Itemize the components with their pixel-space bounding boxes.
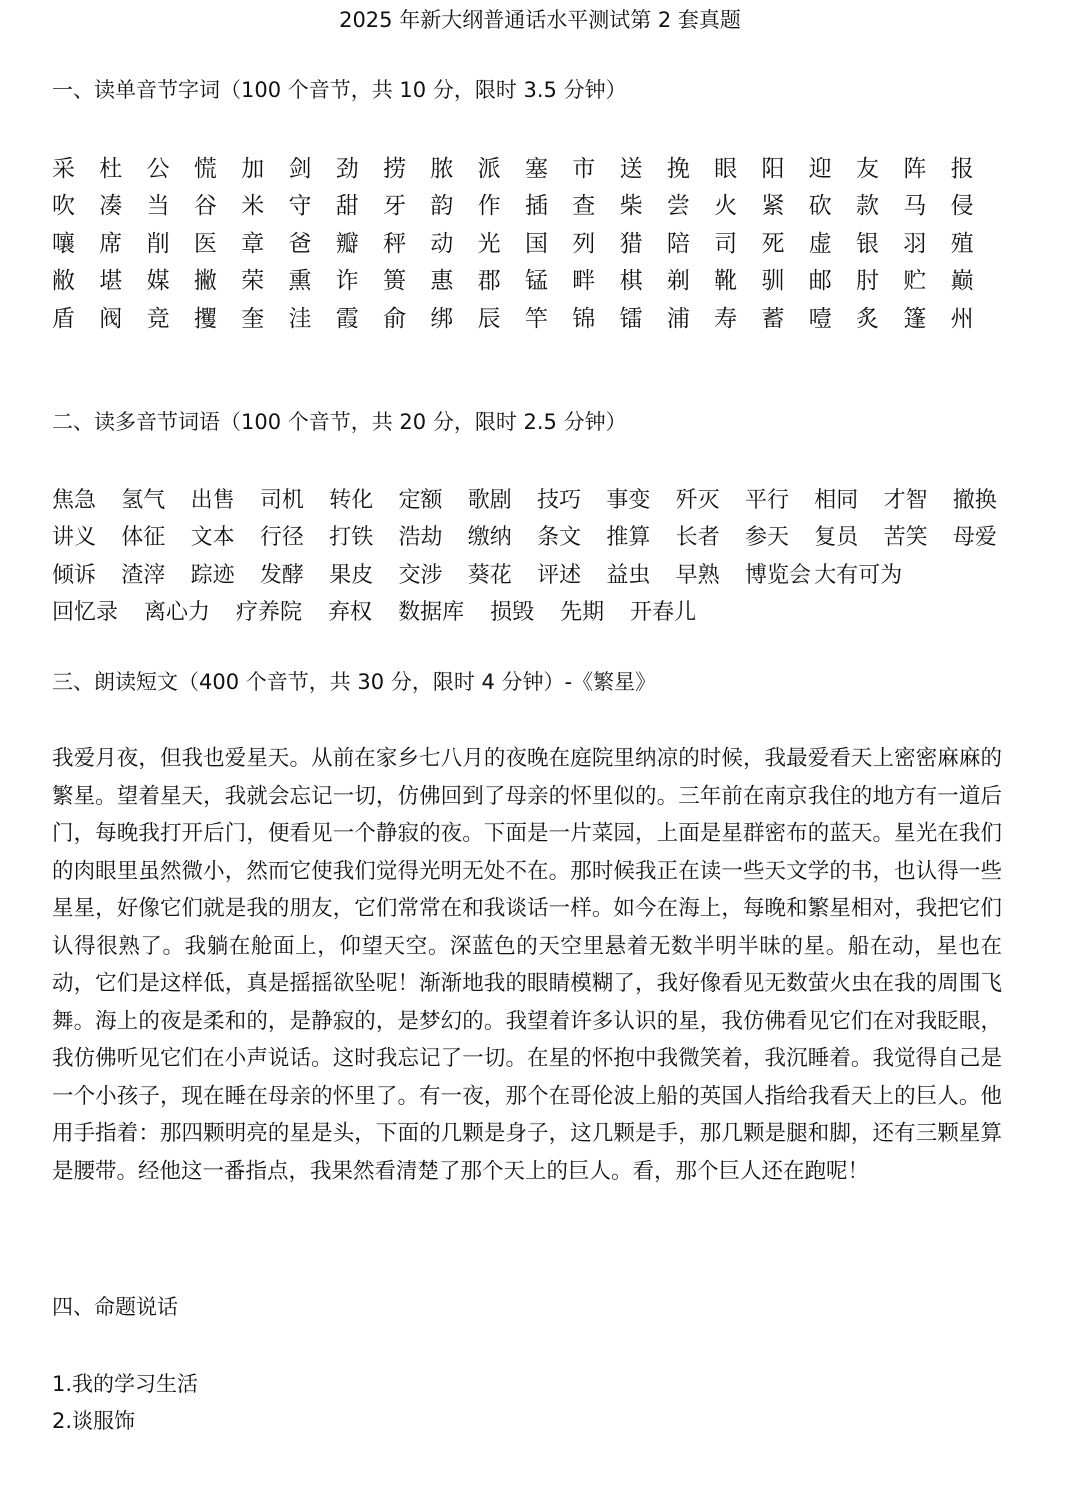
char-row	[52, 188, 998, 226]
char-cell: 剑	[288, 155, 312, 182]
char-cell: 送	[619, 155, 643, 182]
word-row	[52, 520, 1022, 558]
char-cell: 霞	[335, 305, 359, 332]
word-cell: 大有可为	[814, 562, 903, 588]
char-cell: 捞	[383, 155, 407, 182]
char-cell: 韵	[430, 193, 454, 220]
word-cell: 参天	[744, 525, 789, 551]
char-cell: 谷	[193, 193, 217, 220]
char-cell: 锦	[572, 305, 596, 332]
word-cell: 定额	[398, 487, 443, 513]
section-1-heading: 一、读单音节字词（100 个音节，共 10 分，限时 3.5 分钟）	[52, 78, 627, 102]
char-cell: 杜	[99, 155, 123, 182]
char-cell: 驯	[761, 268, 785, 295]
char-cell: 砍	[808, 193, 832, 220]
char-cell: 寿	[714, 305, 738, 332]
char-cell: 削	[146, 230, 170, 257]
word-cell: 损毁	[490, 600, 535, 626]
char-cell: 尝	[666, 193, 690, 220]
char-cell: 马	[903, 193, 927, 220]
char-cell: 敝	[52, 268, 75, 295]
char-cell: 款	[856, 193, 880, 220]
word-cell: 评述	[537, 562, 582, 588]
section-4-heading: 四、命题说话	[52, 1295, 178, 1319]
char-cell: 加	[241, 155, 265, 182]
char-cell: 棋	[619, 268, 643, 295]
word-cell: 事变	[606, 487, 651, 513]
char-cell: 浦	[666, 305, 690, 332]
char-cell: 媒	[146, 268, 170, 295]
char-cell: 噎	[808, 305, 832, 332]
word-cell: 出售	[190, 487, 235, 513]
char-cell: 脓	[430, 155, 454, 182]
word-cell: 发酵	[259, 562, 304, 588]
char-cell: 劲	[335, 155, 359, 182]
char-cell: 阵	[903, 155, 927, 182]
char-cell: 虚	[808, 230, 832, 257]
char-cell: 塞	[524, 155, 548, 182]
word-cell: 博览会	[744, 562, 811, 588]
char-cell: 报	[950, 155, 974, 182]
char-cell: 篷	[903, 305, 927, 332]
char-cell: 肘	[856, 268, 880, 295]
word-cell: 歌剧	[467, 487, 512, 513]
char-cell: 瓣	[335, 230, 359, 257]
char-cell: 慌	[193, 155, 217, 182]
char-cell: 州	[950, 305, 974, 332]
page-title: 2025 年新大纲普通话水平测试第 2 套真题	[339, 8, 741, 32]
word-cell: 长者	[675, 525, 720, 551]
word-cell: 缴纳	[467, 525, 512, 551]
char-cell: 篑	[383, 268, 407, 295]
char-cell: 爸	[288, 230, 312, 257]
char-cell: 列	[572, 230, 596, 257]
word-cell: 先期	[560, 600, 605, 626]
char-cell: 竞	[146, 305, 170, 332]
char-cell: 羽	[903, 230, 927, 257]
char-cell: 奎	[241, 305, 265, 332]
char-cell: 辰	[477, 305, 501, 332]
char-cell: 绑	[430, 305, 454, 332]
char-cell: 陪	[666, 230, 690, 257]
char-cell: 市	[572, 155, 596, 182]
char-cell: 盾	[52, 305, 75, 332]
char-cell: 作	[477, 193, 501, 220]
char-cell: 牙	[383, 193, 407, 220]
char-cell: 嚷	[52, 230, 75, 257]
char-cell: 阳	[761, 155, 785, 182]
char-cell: 堪	[99, 268, 123, 295]
char-cell: 迎	[808, 155, 832, 182]
word-cell: 转化	[329, 487, 374, 513]
char-cell: 俞	[383, 305, 407, 332]
char-cell: 攫	[193, 305, 217, 332]
word-cell: 复员	[814, 525, 859, 551]
char-cell: 惠	[430, 268, 454, 295]
char-cell: 光	[477, 230, 501, 257]
word-cell: 弃权	[328, 600, 373, 626]
char-cell: 席	[99, 230, 123, 257]
word-cell: 数据库	[398, 600, 465, 626]
word-cell: 葵花	[467, 562, 512, 588]
char-cell: 守	[288, 193, 312, 220]
char-cell: 郡	[477, 268, 501, 295]
reading-passage: 我爱月夜，但我也爱星天。从前在家乡七八月的夜晚在庭院里纳凉的时候，我最爱看天上密密麻麻的繁星。望着星天，我就会忘记一切，仿佛回到了母亲的怀里似的。三年前在南京我住的地方有一道后门，每晚我打开后门，便看见一个静寂的夜。下面是一片菜园，上面是星群密布的蓝天。星光在我们的肉眼里虽然微小，然而它使我们觉得光明无处不在。那时候我正在读一些天文学的书，也认得一些星星，好像它们就是我的朋友，它们常常在和我谈话一样。如今在海上，每晚和繁星相对，我把它们认得很熟了。我躺在舱面上，仰望天空。深蓝色的天空里悬着无数半明半昧的星。船在动，星也在动，它们是这样低，真是摇摇欲坠呢！渐渐地我的眼睛模糊了，我好像看见无数萤火虫在我的周围飞舞。海上的夜是柔和的，是静寂的，是梦幻的。我望着许多认识的星，我仿佛看见它们在对我眨眼，我仿佛听见它们在小声说话。这时我忘记了一切。在星的怀抱中我微笑着，我沉睡着。我觉得自己是一个小孩子，现在睡在母亲的怀里了。有一夜，那个在哥伦波上船的英国人指给我看天上的巨人。他用手指着：那四颗明亮的星是头，下面的几颗是身子，这几颗是手，那几颗是腿和脚，还有三颗星算是腰带。经他这一番指点，我果然看清楚了那个天上的巨人。看，那个巨人还在跑呢！	[52, 746, 1002, 1184]
word-cell: 相同	[814, 487, 859, 513]
word-cell: 开春儿	[630, 600, 697, 626]
word-cell: 苦笑	[883, 525, 928, 551]
char-cell: 阀	[99, 305, 123, 332]
word-row	[52, 595, 1022, 633]
char-cell: 眼	[714, 155, 738, 182]
word-cell: 氢气	[121, 487, 166, 513]
word-cell: 踪迹	[190, 562, 235, 588]
word-cell: 回忆录	[52, 600, 119, 626]
word-cell: 行径	[259, 525, 304, 551]
char-cell: 章	[241, 230, 265, 257]
char-cell: 蓄	[761, 305, 785, 332]
char-cell: 秤	[383, 230, 407, 257]
word-cell: 浩劫	[398, 525, 443, 551]
word-cell: 倾诉	[52, 562, 97, 588]
char-cell: 邮	[808, 268, 832, 295]
char-cell: 畔	[572, 268, 596, 295]
char-cell: 侵	[950, 193, 974, 220]
word-cell: 果皮	[329, 562, 374, 588]
word-cell: 撤换	[952, 487, 997, 513]
char-cell: 洼	[288, 305, 312, 332]
single-syllable-grid	[52, 150, 998, 338]
word-cell: 讲义	[52, 525, 97, 551]
char-cell: 巅	[950, 268, 974, 295]
char-cell: 动	[430, 230, 454, 257]
char-cell: 紧	[761, 193, 785, 220]
topic-item: 1.我的学习生活	[52, 1372, 199, 1396]
char-cell: 镭	[619, 305, 643, 332]
char-cell: 死	[761, 230, 785, 257]
word-row	[52, 482, 1022, 520]
char-row	[52, 150, 998, 188]
char-cell: 当	[146, 193, 170, 220]
char-cell: 猎	[619, 230, 643, 257]
char-cell: 贮	[903, 268, 927, 295]
char-cell: 友	[856, 155, 880, 182]
word-cell: 体征	[121, 525, 166, 551]
multi-syllable-grid	[52, 482, 1022, 632]
word-cell: 离心力	[144, 600, 211, 626]
section-3-heading: 三、朗读短文（400 个音节，共 30 分，限时 4 分钟）-《繁星》	[52, 670, 657, 694]
word-cell: 技巧	[537, 487, 582, 513]
char-cell: 剃	[666, 268, 690, 295]
char-cell: 派	[477, 155, 501, 182]
char-cell: 医	[193, 230, 217, 257]
char-row	[52, 263, 998, 301]
word-cell: 文本	[190, 525, 235, 551]
word-cell: 益虫	[606, 562, 651, 588]
word-cell: 歼灭	[675, 487, 720, 513]
word-cell: 早熟	[675, 562, 720, 588]
word-cell: 交涉	[398, 562, 443, 588]
char-cell: 凑	[99, 193, 123, 220]
char-row	[52, 300, 998, 338]
word-cell: 打铁	[329, 525, 374, 551]
char-row	[52, 225, 998, 263]
word-cell: 疗养院	[236, 600, 303, 626]
word-cell: 焦急	[52, 487, 97, 513]
char-cell: 司	[714, 230, 738, 257]
char-cell: 插	[524, 193, 548, 220]
word-cell: 渣滓	[121, 562, 166, 588]
char-cell: 炙	[856, 305, 880, 332]
char-cell: 锰	[524, 268, 548, 295]
char-cell: 火	[714, 193, 738, 220]
char-cell: 采	[52, 155, 75, 182]
word-cell: 司机	[259, 487, 304, 513]
topic-item: 2.谈服饰	[52, 1409, 136, 1433]
char-cell: 银	[856, 230, 880, 257]
char-cell: 竿	[524, 305, 548, 332]
char-cell: 挽	[666, 155, 690, 182]
char-cell: 吹	[52, 193, 75, 220]
char-cell: 熏	[288, 268, 312, 295]
char-cell: 查	[572, 193, 596, 220]
char-cell: 公	[146, 155, 170, 182]
char-cell: 撇	[193, 268, 217, 295]
word-row	[52, 557, 1022, 595]
word-cell: 平行	[744, 487, 789, 513]
word-cell: 推算	[606, 525, 651, 551]
word-cell: 才智	[883, 487, 928, 513]
char-cell: 诈	[335, 268, 359, 295]
char-cell: 甜	[335, 193, 359, 220]
word-cell: 条文	[537, 525, 582, 551]
char-cell: 荣	[241, 268, 265, 295]
char-cell: 米	[241, 193, 265, 220]
char-cell: 靴	[714, 268, 738, 295]
char-cell: 柴	[619, 193, 643, 220]
char-cell: 国	[524, 230, 548, 257]
word-cell: 母爱	[952, 525, 997, 551]
char-cell: 殖	[950, 230, 974, 257]
section-2-heading: 二、读多音节词语（100 个音节，共 20 分，限时 2.5 分钟）	[52, 410, 627, 434]
